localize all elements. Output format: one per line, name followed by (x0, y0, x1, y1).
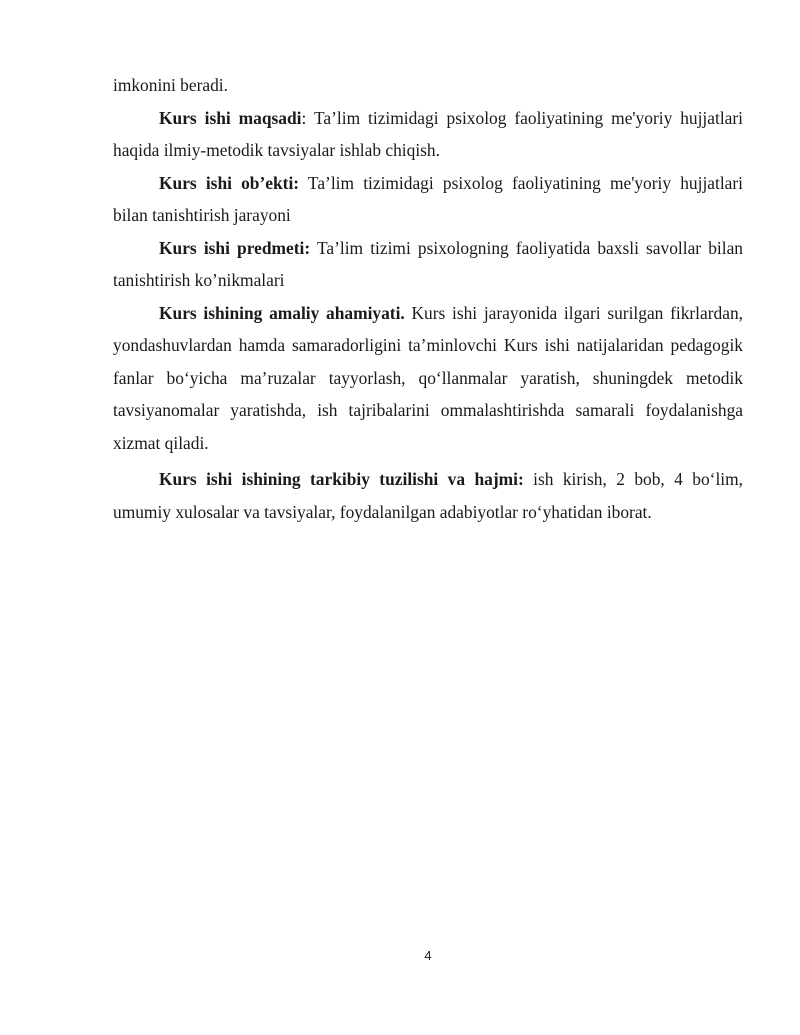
paragraph-text: : Ta’lim tizimidagi psixolog faoliyatining me'yoriy hujjatlari haqida ilmiy-metodik tavsiyalar ishlab chiqish. (113, 107, 743, 160)
paragraph-continuation (113, 69, 743, 102)
paragraph-predmeti (113, 232, 743, 297)
paragraph-heading: Kurs ishi ishining tarkibiy tuzilishi va hajmi: (159, 469, 524, 489)
paragraph-text: Kurs ishi jarayonida ilgari surilgan fikrlardan, yondashuvlardan hamda samaradorligini ta’minlovchi Kurs ishi natijalaridan pedagogik fanlar bo‘yicha ma’ruzalar tayyorlash, qo‘llanmalar yaratish, shuningdek metodik tavsiyanomalar yaratishda, ish tajribalarini ommalashtirishda samarali foydalanishga xizmat qiladi. (113, 302, 743, 453)
paragraph-heading: Kurs ishi maqsadi (159, 107, 302, 128)
paragraph-text: Ta’lim tizimi psixologning faoliyatida baxsli savollar bilan tanishtirish ko’nikmalari (113, 237, 743, 290)
paragraph-heading: Kurs ishi ob’ekti: (159, 172, 300, 193)
paragraph-maqsadi (113, 102, 743, 167)
paragraph-amaliy-ahamiyati (113, 297, 743, 460)
page-number: 4 (424, 948, 432, 963)
paragraph-heading: Kurs ishi predmeti: (159, 237, 311, 258)
paragraph-text: ish kirish, 2 bob, 4 bo‘lim, umumiy xulosalar va tavsiyalar, foydalanilgan adabiyotlar ro‘yhatidan iborat. (113, 469, 743, 522)
paragraph-heading: Kurs ishining amaliy ahamiyati. (159, 302, 405, 323)
paragraph-text: imkonini beradi. (113, 75, 228, 95)
body-text (113, 69, 743, 528)
paragraph-tarkibiy-tuzilishi (113, 463, 743, 528)
paragraph-obekti (113, 167, 743, 232)
paragraph-text: Ta’lim tizimidagi psixolog faoliyatining me'yoriy hujjatlari bilan tanishtirish jarayoni (113, 172, 743, 225)
